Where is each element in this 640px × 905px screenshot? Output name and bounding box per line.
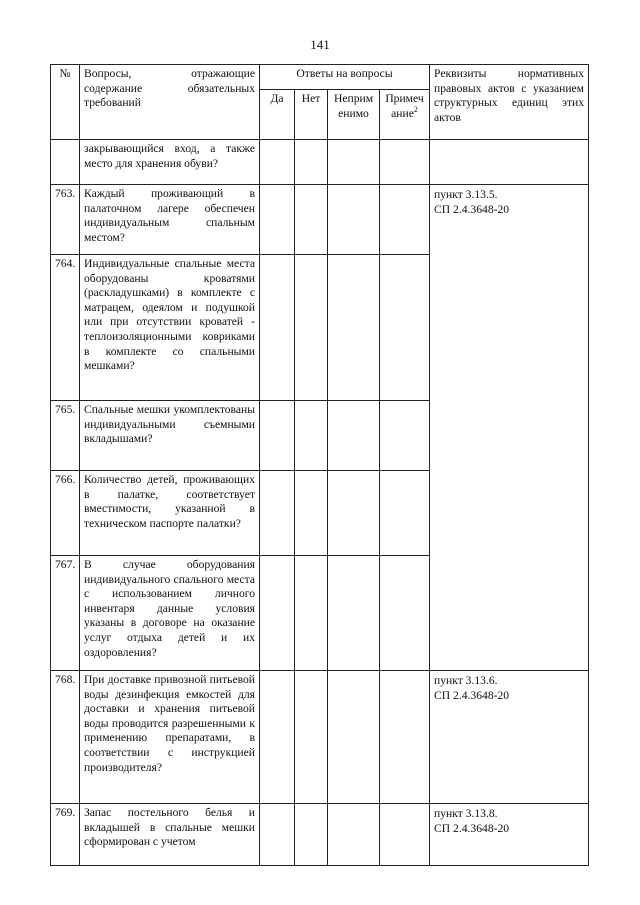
header-note-sup: 2: [413, 105, 418, 115]
header-num: №: [51, 65, 80, 140]
answer-note-cell[interactable]: [380, 556, 430, 671]
answer-no-cell[interactable]: [295, 471, 328, 556]
row-requisites: пункт 3.13.6. СП 2.4.3648-20: [430, 671, 589, 804]
answer-no-cell[interactable]: [295, 556, 328, 671]
answer-na-cell[interactable]: [328, 804, 380, 866]
row-num: 765.: [51, 401, 80, 471]
answer-yes-cell[interactable]: [260, 804, 295, 866]
answer-note-cell[interactable]: [380, 671, 430, 804]
table-row: [51, 804, 589, 866]
answer-note-cell[interactable]: [380, 185, 430, 255]
row-num: 764.: [51, 255, 80, 401]
row-question: Индивидуальные спальные места оборудованы кроватями (раскладушками) в комплекте с матрацем, одеялом и подушкой или при отсутствии кроватей - теплоизоляционными ковриками в комплекте со спальными мешками?: [80, 255, 260, 401]
row-question: закрывающийся вход, а также место для хранения обуви?: [80, 140, 260, 185]
row-question: В случае оборудования индивидуального спального места с использованием личного инвентаря данные условия указаны в договоре на оказание услуг отдыха детей и их оздоровления?: [80, 556, 260, 671]
row-num: 769.: [51, 804, 80, 866]
answer-na-cell[interactable]: [328, 556, 380, 671]
row-question: Запас постельного белья и вкладышей в спальные мешки сформирован с учетом: [80, 804, 260, 866]
header-not-applicable: [328, 90, 380, 140]
row-requisites: пункт 3.13.5. СП 2.4.3648-20: [430, 185, 589, 671]
row-num: 766.: [51, 471, 80, 556]
answer-note-cell[interactable]: [380, 140, 430, 185]
requirements-table: [50, 64, 589, 866]
answer-no-cell[interactable]: [295, 140, 328, 185]
answer-no-cell[interactable]: [295, 671, 328, 804]
answer-note-cell[interactable]: [380, 255, 430, 401]
answer-no-cell[interactable]: [295, 804, 328, 866]
answer-na-cell[interactable]: [328, 401, 380, 471]
table-row: [51, 140, 589, 185]
page-number: 141: [310, 37, 330, 52]
answer-na-cell[interactable]: [328, 471, 380, 556]
row-question: Каждый проживающий в палаточном лагере обеспечен индивидуальным спальным местом?: [80, 185, 260, 255]
answer-yes-cell[interactable]: [260, 471, 295, 556]
answer-na-cell[interactable]: [328, 140, 380, 185]
header-not-applicable-label: Неприменимо: [333, 92, 374, 120]
row-requisites: [430, 140, 589, 185]
row-num: 767.: [51, 556, 80, 671]
answer-note-cell[interactable]: [380, 804, 430, 866]
answer-yes-cell[interactable]: [260, 556, 295, 671]
row-question: Спальные мешки укомплектованы индивидуальными съемными вкладышами?: [80, 401, 260, 471]
answer-na-cell[interactable]: [328, 185, 380, 255]
header-no: Нет: [295, 90, 328, 140]
answer-na-cell[interactable]: [328, 671, 380, 804]
table-row: [51, 185, 589, 255]
header-note: [380, 90, 430, 140]
answer-yes-cell[interactable]: [260, 140, 295, 185]
answer-yes-cell[interactable]: [260, 255, 295, 401]
row-requisites: пункт 3.13.8. СП 2.4.3648-20: [430, 804, 589, 866]
row-question: При доставке привозной питьевой воды дезинфекция емкостей для доставки и хранения питьевой воды проводится разрешенными к применению препаратами, в соответствии с инструкцией производителя?: [80, 671, 260, 804]
row-num: [51, 140, 80, 185]
answer-yes-cell[interactable]: [260, 671, 295, 804]
header-requisites: Реквизиты нормативных правовых актов с указанием структурных единиц этих актов: [430, 65, 589, 140]
row-question: Количество детей, проживающих в палатке, соответствует вместимости, указанной в техническом паспорте палатки?: [80, 471, 260, 556]
row-num: 763.: [51, 185, 80, 255]
answer-note-cell[interactable]: [380, 401, 430, 471]
answer-yes-cell[interactable]: [260, 185, 295, 255]
row-num: 768.: [51, 671, 80, 804]
header-note-label: Примечание: [385, 92, 424, 120]
answer-no-cell[interactable]: [295, 401, 328, 471]
header-yes: Да: [260, 90, 295, 140]
table-row: [51, 671, 589, 804]
header-question: Вопросы, отражающие содержание обязательных требований: [80, 65, 260, 140]
answer-no-cell[interactable]: [295, 185, 328, 255]
answer-note-cell[interactable]: [380, 471, 430, 556]
header-answers: Ответы на вопросы: [260, 65, 430, 90]
answer-na-cell[interactable]: [328, 255, 380, 401]
answer-no-cell[interactable]: [295, 255, 328, 401]
answer-yes-cell[interactable]: [260, 401, 295, 471]
